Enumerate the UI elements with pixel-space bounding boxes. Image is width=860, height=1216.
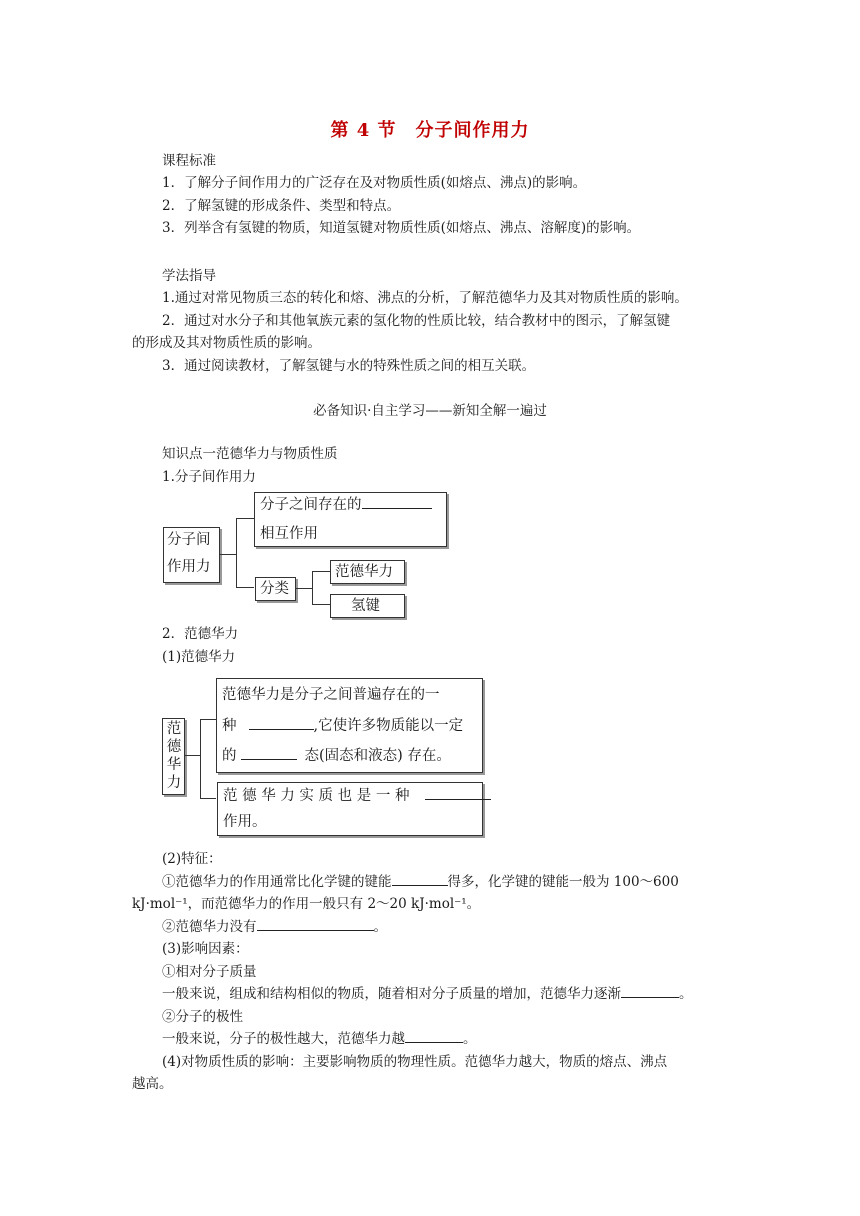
part1-heading: 1.分子间作用力 [162, 469, 256, 485]
standard-item-3: 3．列举含有氢键的物质，知道氢键对物质性质(如熔点、沸点、溶解度)的影响。 [162, 220, 641, 236]
answer-blank [362, 494, 432, 509]
vdw-label-char: 德 [166, 739, 182, 755]
factor-text: 。 [679, 986, 693, 1002]
connector [312, 571, 330, 572]
connector [236, 518, 237, 588]
vdw-label-char: 范 [166, 721, 182, 737]
feature-text: ②范德华力没有 [162, 919, 257, 935]
part2-heading: 2．范德华力 [162, 626, 239, 642]
answer-blank [392, 871, 448, 886]
effect-line1: (4)对物质性质的影响：主要影响物质的物理性质。范德华力越大，物质的熔点、沸点 [162, 1054, 668, 1070]
vdw-def-line2 [222, 711, 463, 741]
section-banner: 必备知识·自主学习——新知全解一遍过 [313, 403, 547, 419]
vdw-def-line1: 范德华力是分子之间普遍存在的一 [222, 687, 440, 703]
connector [200, 719, 216, 720]
standard-item-1: 1．了解分子间作用力的广泛存在及对物质性质(如熔点、沸点)的影响。 [162, 175, 587, 191]
answer-blank [249, 715, 314, 730]
connector [312, 604, 330, 605]
connector [312, 571, 313, 605]
feature-1-line2: kJ·mol⁻¹，而范德华力的作用一般只有 2～20 kJ·mol⁻¹。 [132, 896, 481, 912]
standards-heading: 课程标准 [162, 153, 216, 169]
connector [296, 588, 312, 589]
page-title: 第 4 节 分子间作用力 [330, 120, 530, 141]
answer-blank [405, 1028, 463, 1043]
connector [220, 554, 237, 555]
part2-sub1: (1)范德华力 [162, 649, 236, 665]
guidance-item-2-line1: 2．通过对水分子和其他氧族元素的氢化物的性质比较，结合教材中的图示，了解氢键 [162, 313, 671, 329]
definition-box [254, 492, 447, 547]
features-heading: (2)特征： [162, 851, 222, 867]
standard-item-2: 2．了解氢键的形成条件、类型和特点。 [162, 198, 401, 214]
vdw-class-box [330, 560, 405, 584]
root-line1: 分子间 [167, 532, 211, 548]
answer-blank [621, 983, 679, 998]
knowledge-point-heading: 知识点一范德华力与物质性质 [162, 446, 338, 462]
vdw-def-line3 [222, 741, 451, 771]
connector [236, 518, 254, 519]
guidance-item-1: 1.通过对常见物质三态的转化和熔、沸点的分析，了解范德华力及其对物质性质的影响。 [162, 290, 688, 306]
hbond-class-box [330, 594, 405, 618]
vdw-label-char: 华 [166, 757, 182, 773]
factor-text: 。 [463, 1031, 477, 1047]
vdw-class-label: 范德华力 [335, 564, 393, 580]
factor-2-text [162, 1028, 477, 1050]
feature-text: ①范德华力的作用通常比化学键的键能 [162, 874, 392, 890]
factor-1-text [162, 983, 693, 1005]
connector [200, 719, 201, 799]
vdw-nature-text: 范 德 华 力 实 质 也 是 一 种 [223, 788, 410, 804]
definition-line2: 相互作用 [260, 526, 318, 542]
vdw-nature-box [217, 782, 483, 836]
connector [200, 798, 216, 799]
vdw-def-text: ,它使许多物质能以一定 [313, 718, 464, 734]
definition-line1 [260, 490, 432, 520]
answer-blank [241, 745, 297, 760]
factor-text: 一般来说，分子的极性越大，范德华力越 [162, 1031, 405, 1047]
factor-2-heading: ②分子的极性 [162, 1009, 243, 1025]
hbond-class-label: 氢键 [351, 598, 380, 614]
feature-text: 。 [373, 919, 387, 935]
guidance-heading: 学法指导 [162, 268, 216, 284]
guidance-item-3: 3．通过阅读教材，了解氢键与水的特殊性质之间的相互关联。 [162, 358, 536, 374]
diagram1-root-box [163, 527, 220, 583]
vdw-label-box [162, 718, 185, 795]
connector [236, 587, 254, 588]
vdw-def-text: 态(固态和液态) 存在。 [304, 748, 451, 764]
vdw-nature-line2: 作用。 [223, 814, 267, 830]
feature-2 [162, 916, 387, 938]
definition-text: 分子之间存在的 [260, 497, 362, 513]
root-line2: 作用力 [167, 559, 211, 575]
answer-blank [257, 916, 374, 931]
connector [185, 755, 201, 756]
vdw-label-char: 力 [166, 775, 182, 791]
vdw-def-text: 的 [222, 748, 237, 764]
vdw-def-text: 种 [222, 718, 237, 734]
answer-blank [425, 785, 491, 800]
feature-text: 得多，化学键的键能一般为 100～600 [447, 874, 679, 890]
effect-line2: 越高。 [132, 1076, 173, 1092]
vdw-definition-box [216, 678, 483, 773]
classification-label: 分类 [260, 581, 289, 597]
classification-box [255, 577, 296, 601]
factor-1-heading: ①相对分子质量 [162, 964, 257, 980]
factors-heading: (3)影响因素： [162, 941, 249, 957]
feature-1-line1 [162, 871, 679, 893]
factor-text: 一般来说，组成和结构相似的物质，随着相对分子质量的增加，范德华力逐渐 [162, 986, 621, 1002]
guidance-item-2-line2: 的形成及其对物质性质的影响。 [132, 335, 321, 351]
